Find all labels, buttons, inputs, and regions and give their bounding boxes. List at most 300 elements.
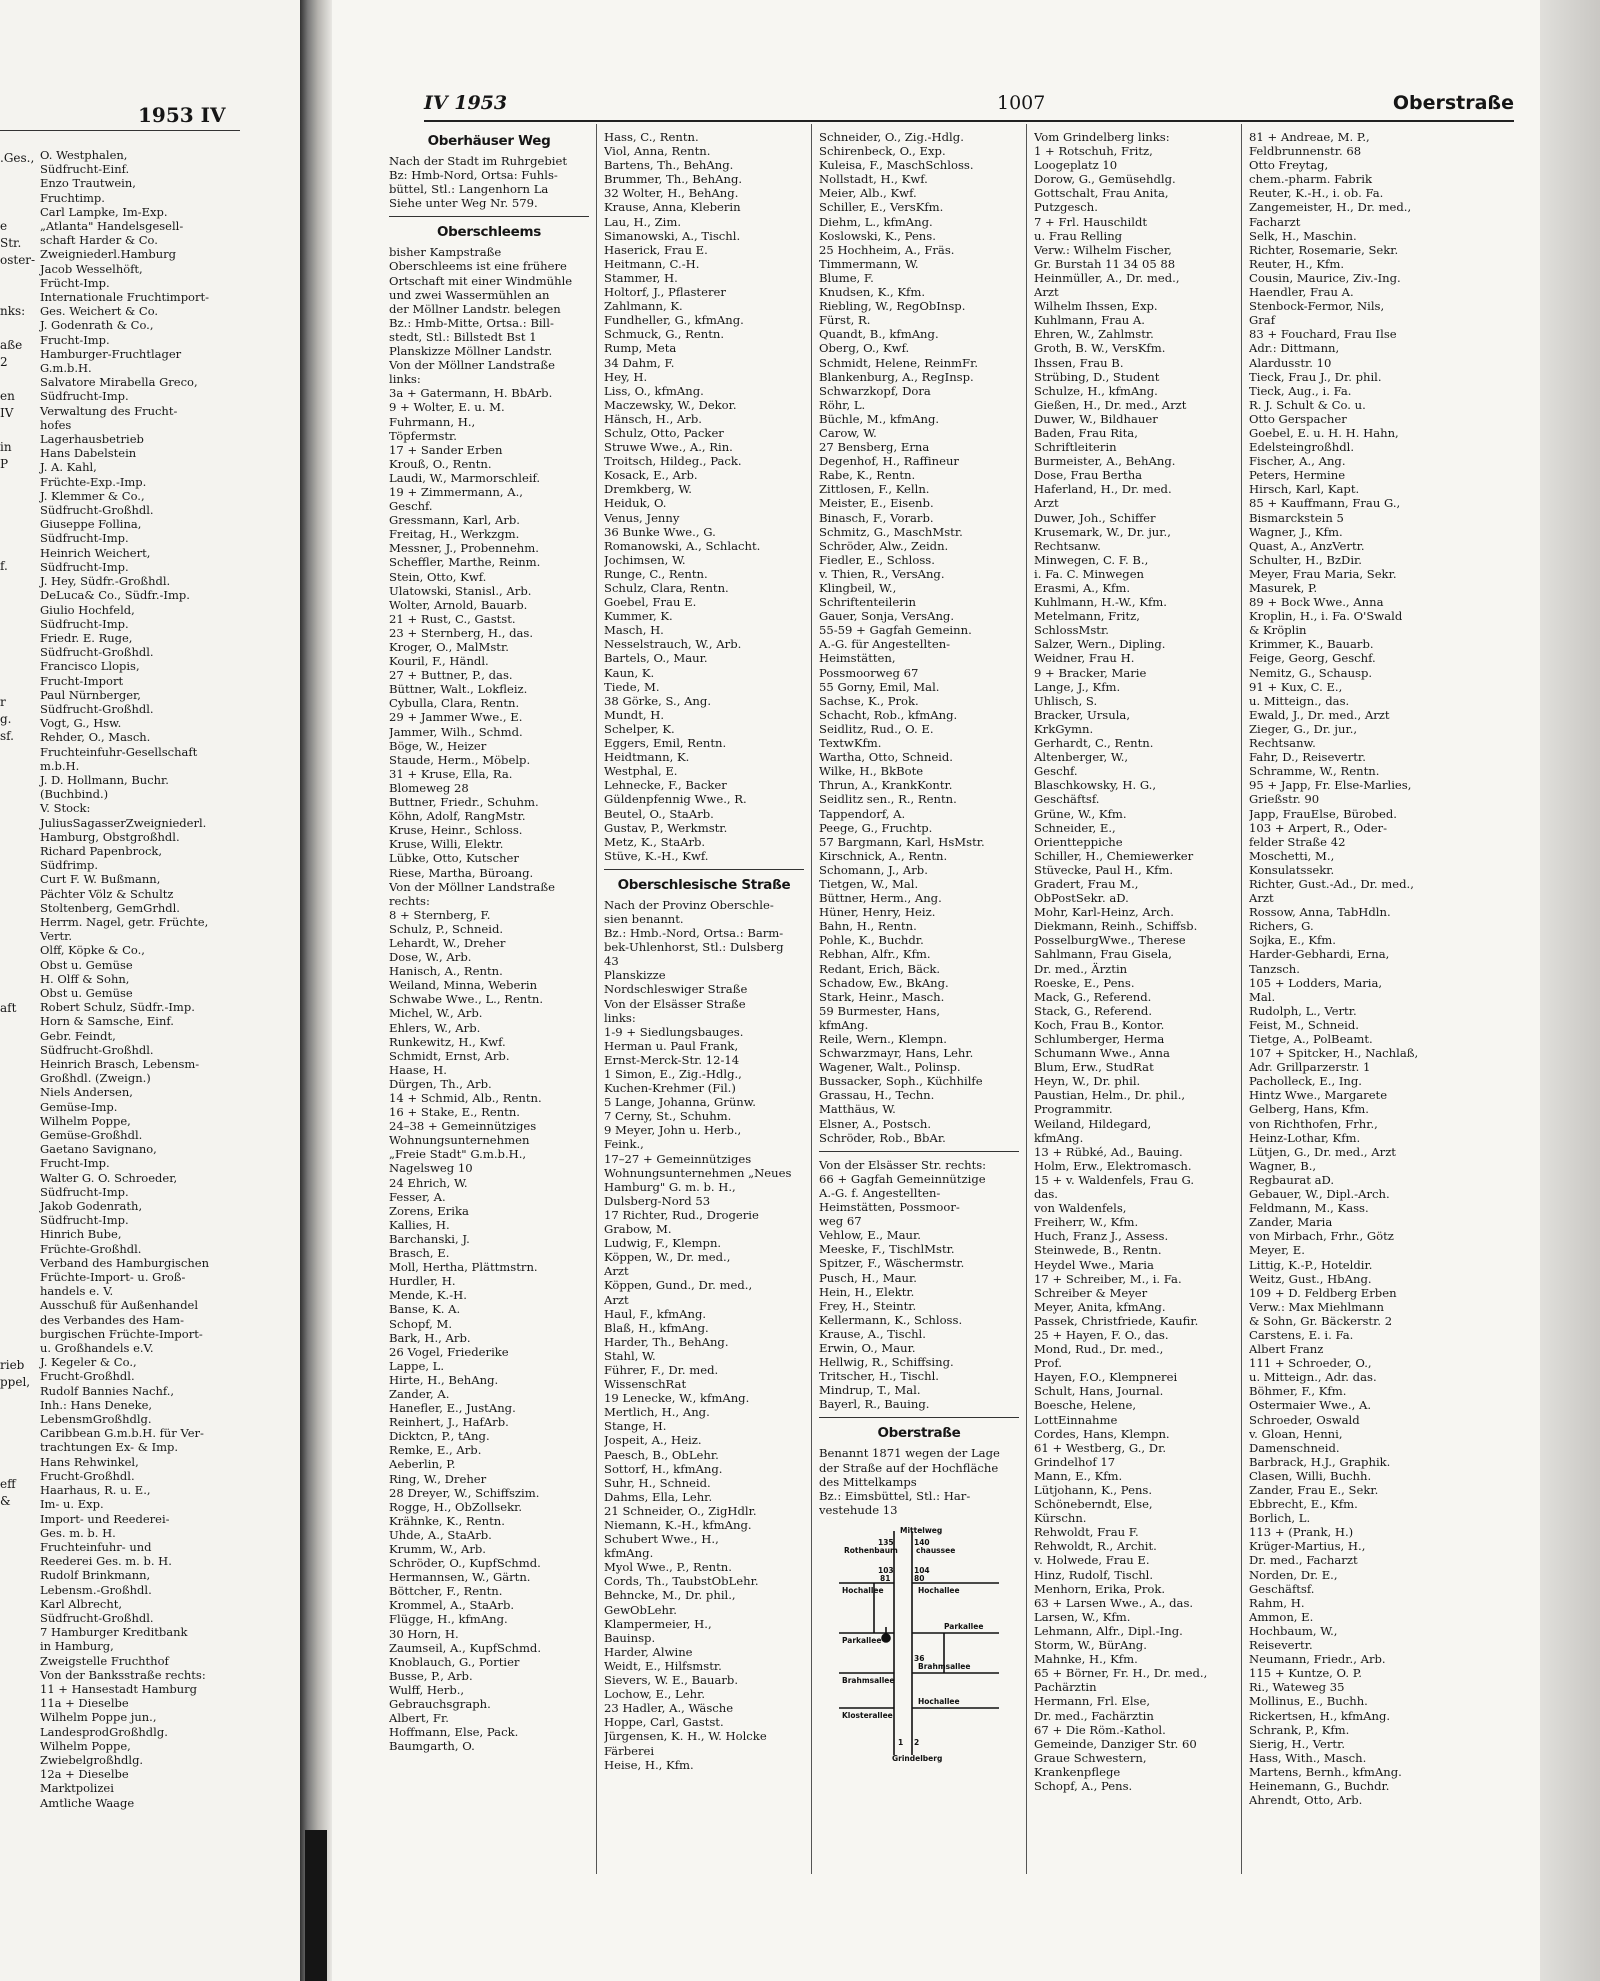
directory-entry: Larsen, W., Kfm. (1034, 1609, 1131, 1624)
directory-entry: Venus, Jenny (604, 510, 680, 525)
map-number: 135 (878, 1537, 894, 1547)
facing-page-line: Paul Nürnberger, (40, 687, 141, 702)
street-heading: Oberschlesische Straße (617, 876, 791, 893)
directory-entry: 55 Gorny, Emil, Mal. (819, 679, 940, 694)
facing-page-edge-fragments (0, 150, 36, 1508)
facing-page-line: Gemüse-Imp. (40, 1099, 118, 1114)
book-page-edge (1540, 0, 1600, 1981)
directory-entry: Harder, Alwine (604, 1644, 693, 1659)
directory-entry: kfmAng. (819, 1017, 869, 1032)
facing-page-line: Frücht-Imp. (40, 275, 110, 290)
directory-entry: Benannt 1871 wegen der Lage (819, 1446, 1000, 1461)
directory-entry: Lau, H., Zim. (604, 214, 682, 229)
directory-entry: Verw.: Max Miehlmann (1249, 1299, 1384, 1314)
directory-entry: Riebling, W., RegObInsp. (819, 299, 966, 314)
map-label: Brahmsallee (918, 1661, 971, 1671)
directory-entry: Schopf, A., Pens. (1034, 1778, 1133, 1793)
directory-entry: Schröder, O., KupfSchmd. (389, 1556, 541, 1571)
edge-fragment (0, 983, 12, 1000)
facing-page-line: Walter G. O. Schroeder, (40, 1170, 178, 1185)
directory-entry: Duwer, Joh., Schiffer (1034, 510, 1156, 525)
directory-entry: Fundheller, G., kfmAng. (604, 313, 744, 328)
directory-entry: Quandt, B., kfmAng. (819, 327, 939, 342)
directory-entry: Geschf. (389, 499, 433, 514)
facing-page-line: G.m.b.H. (40, 361, 92, 376)
header-street-name: Oberstraße (1392, 92, 1514, 114)
facing-page-line: Hamburg, Obstgroßhdl. (40, 829, 180, 844)
directory-entry: Vom Grindelberg links: (1034, 130, 1170, 144)
directory-entry: Liss, O., kfmAng. (604, 383, 704, 398)
directory-entry: Laudi, W., Marmorschleif. (389, 470, 541, 485)
edge-fragment (0, 932, 12, 949)
directory-entry: Beutel, O., StaArb. (604, 806, 714, 821)
directory-entry: Duwer, W., Bildhauer (1034, 411, 1158, 426)
directory-entry: Ehren, W., Zahlmstr. (1034, 327, 1154, 342)
facing-page-line: Gebr. Feindt, (40, 1028, 116, 1043)
facing-page-line: Hamburger-Fruchtlager (40, 346, 182, 361)
edge-fragment: g. (0, 712, 12, 726)
directory-entry: Kuchen-Krehmer (Fil.) (604, 1081, 736, 1096)
facing-page-line: Amtliche Waage (40, 1795, 135, 1810)
facing-page-line: Hinrich Bube, (40, 1227, 122, 1242)
directory-entry: Eggers, Emil, Rentn. (604, 736, 727, 751)
directory-entry: Kellermann, K., Schloss. (819, 1312, 963, 1327)
facing-page-line: Südfrucht-Imp. (40, 1184, 129, 1199)
facing-page-line: Wilhelm Poppe, (40, 1113, 131, 1128)
directory-entry: Pachärztin (1034, 1680, 1097, 1695)
map-number: 80 (914, 1573, 925, 1583)
directory-entry: Kruse, Heinr., Schloss. (389, 823, 523, 838)
directory-entry: 85 + Kauffmann, Frau G., (1249, 496, 1401, 511)
directory-entry: 32 Wolter, H., BehAng. (604, 186, 739, 201)
edge-fragment (0, 1034, 12, 1051)
directory-entry: A.-G. für Angestellten- (819, 637, 951, 652)
directory-entry: Krause, A., Tischl. (819, 1326, 926, 1341)
section-rule (819, 1417, 1019, 1418)
directory-entry: 109 + D. Feldberg Erben (1249, 1285, 1397, 1300)
directory-entry: Nagelsweg 10 (389, 1161, 473, 1176)
edge-fragment (0, 830, 12, 847)
directory-entry: Schult, Hans, Journal. (1034, 1384, 1164, 1399)
edge-fragment: aße 2 (0, 338, 23, 369)
directory-entry: Haendler, Frau A. (1249, 285, 1354, 300)
directory-entry: 8 + Sternberg, F. (389, 907, 491, 922)
directory-entry: Niemann, K.-H., kfmAng. (604, 1518, 752, 1532)
directory-entry: Mollinus, E., Buchh. (1249, 1694, 1368, 1709)
directory-entry: Böttcher, F., Rentn. (389, 1584, 503, 1599)
directory-entry: Kirschnick, A., Rentn. (819, 848, 948, 863)
directory-entry: 15 + v. Waldenfels, Frau G. (1034, 1172, 1195, 1187)
directory-entry: Reisevertr. (1249, 1638, 1313, 1653)
directory-entry: felder Straße 42 (1249, 834, 1346, 849)
directory-entry: 9 + Wolter, E. u. M. (389, 400, 505, 415)
directory-entry: Lütjohann, K., Pens. (1034, 1483, 1153, 1497)
column-divider (1241, 124, 1242, 1874)
directory-entry: Köppen, W., Dr. med., (604, 1250, 731, 1265)
directory-entry: Nemitz, G., Schausp. (1249, 665, 1373, 680)
edge-fragment (0, 541, 12, 558)
directory-entry: Elsner, A., Postsch. (819, 1116, 932, 1131)
directory-entry: Schroeder, Oswald (1249, 1412, 1360, 1427)
edge-fragment (0, 881, 12, 898)
directory-entry: 66 + Gagfah Gemeinnützige (819, 1171, 986, 1186)
directory-entry: Führer, F., Dr. med. (604, 1362, 719, 1377)
column-divider (1026, 124, 1027, 1874)
directory-entry: Hüner, Henry, Heiz. (819, 905, 936, 920)
directory-entry: Siehe unter Weg Nr. 579. (389, 196, 538, 211)
directory-entry: Gemeinde, Danziger Str. 60 (1034, 1736, 1197, 1751)
directory-entry: Zahlmann, K. (604, 299, 683, 314)
directory-entry: Kroplin, H., i. Fa. O'Swald (1249, 609, 1403, 624)
directory-entry: Schrank, P., Kfm. (1249, 1722, 1350, 1737)
map-label: Klosterallee (842, 1710, 893, 1720)
edge-fragment: ppel, (0, 1375, 31, 1389)
directory-entry: Binasch, F., Vorarb. (819, 510, 934, 525)
directory-entry: Arzt (1034, 285, 1059, 300)
directory-entry: Krimmer, K., Bauarb. (1249, 637, 1374, 652)
directory-entry: Gressmann, Karl, Arb. (389, 513, 520, 528)
directory-entry: Timmermann, W. (819, 256, 919, 271)
directory-entry: Burmeister, A., BehAng. (1034, 454, 1176, 469)
directory-entry: Grassau, H., Techn. (819, 1088, 935, 1103)
directory-entry: Freitag, H., Werkzgm. (389, 527, 520, 542)
edge-fragment (0, 1017, 12, 1034)
facing-page-line: Caribbean G.m.b.H. für Ver- (40, 1426, 204, 1441)
directory-entry: Schirenbeck, O., Exp. (819, 144, 946, 159)
directory-entry: 7 Cerny, St., Schuhm. (604, 1109, 732, 1124)
directory-entry: & Sohn, Gr. Bäckerstr. 2 (1249, 1313, 1393, 1328)
edge-fragment (0, 779, 12, 796)
directory-entry: Ebbrecht, E., Kfm. (1249, 1497, 1358, 1512)
facing-page-line: Zweigstelle Fruchthof (40, 1653, 169, 1668)
directory-entry: Sojka, E., Kfm. (1249, 933, 1336, 948)
facing-page-line: LebensmGroßhdlg. (40, 1412, 152, 1427)
facing-page-line: 12a + Dieselbe (40, 1767, 129, 1782)
directory-entry: Zieger, G., Dr. jur., (1249, 721, 1358, 736)
edge-fragment (0, 1136, 12, 1153)
directory-entry: KrkGymn. (1034, 721, 1094, 736)
edge-fragment: in (0, 440, 12, 454)
directory-entry: GewObLehr. (604, 1602, 677, 1617)
directory-entry: 91 + Kux, C. E., (1249, 679, 1343, 694)
directory-entry: Holtorf, J., Pflasterer (604, 285, 726, 300)
map-number: 104 (914, 1565, 930, 1575)
directory-entry: Dürgen, Th., Arb. (389, 1076, 492, 1091)
column-divider (596, 124, 597, 1874)
directory-entry: Jürgensen, K. H., W. Holcke (604, 1729, 767, 1744)
directory-entry: Metz, K., StaArb. (604, 834, 706, 849)
directory-entry: Klampermeier, H., (604, 1616, 712, 1631)
directory-entry: Krüger-Martius, H., (1249, 1539, 1366, 1554)
directory-entry: Kürschn. (1034, 1511, 1087, 1526)
directory-entry: Regbaurat aD. (1249, 1172, 1335, 1187)
directory-entry: 28 Dreyer, W., Schiffszim. (389, 1485, 540, 1500)
column-1 (389, 130, 589, 1753)
facing-page-line: Jacob Wesselhöft, (40, 261, 143, 276)
facing-page-line: Marktpolizei (40, 1781, 114, 1796)
edge-fragment (0, 643, 12, 660)
directory-entry: Bismarckstein 5 (1249, 510, 1344, 525)
edge-fragment: f. (0, 559, 8, 573)
facing-page-line: J. Kegeler & Co., (40, 1355, 137, 1370)
edge-fragment (0, 1119, 12, 1136)
edge-fragment: en (0, 389, 15, 403)
directory-entry: Prof. (1034, 1356, 1062, 1371)
directory-entry: Mack, G., Referend. (1034, 989, 1152, 1004)
directory-entry: v. Gloan, Henni, (1249, 1426, 1343, 1441)
directory-entry: Schiller, E., VersKfm. (819, 200, 944, 215)
directory-entry: Feldbrunnenstr. 68 (1249, 144, 1362, 159)
directory-entry: PosselburgWwe., Therese (1034, 933, 1186, 948)
directory-entry: Wilke, H., BkBote (819, 764, 924, 779)
edge-fragment (0, 507, 12, 524)
directory-entry: Passek, Christfriede, Kaufir. (1034, 1313, 1199, 1328)
directory-entry: Cousin, Maurice, Ziv.-Ing. (1249, 270, 1401, 285)
edge-fragment (0, 320, 12, 337)
directory-entry: Schadow, Ew., BkAng. (819, 975, 949, 990)
directory-entry: Cordes, Hans, Klempn. (1034, 1426, 1170, 1441)
edge-fragment (0, 915, 12, 932)
facing-page-line: Südfrucht-Einf. (40, 162, 130, 177)
directory-entry: Schulter, H., BzDir. (1249, 552, 1362, 567)
directory-entry: Hayen, F.O., Klempnerei (1034, 1370, 1178, 1385)
edge-fragment (0, 1170, 12, 1187)
directory-entry: Michel, W., Arb. (389, 1006, 483, 1021)
directory-entry: Blomeweg 28 (389, 780, 469, 795)
directory-entry: Selk, H., Maschin. (1249, 228, 1357, 243)
directory-entry: Zangemeister, H., Dr. med., (1249, 200, 1412, 215)
directory-entry: Schwarzmayr, Hans, Lehr. (819, 1046, 974, 1061)
facing-page-line: Import- und Reederei- (40, 1511, 170, 1526)
directory-entry: Bracker, Ursula, (1034, 707, 1131, 722)
directory-entry: weg 67 (819, 1214, 862, 1229)
facing-page-line: Jakob Godenrath, (40, 1199, 143, 1214)
directory-entry: Schumann Wwe., Anna (1034, 1046, 1170, 1061)
directory-entry: Krause, Anna, Kleberin (604, 200, 741, 215)
directory-entry: chem.-pharm. Fabrik (1249, 172, 1372, 187)
directory-entry: Myol Wwe., P., Rentn. (604, 1560, 732, 1575)
directory-entry: 3a + Gatermann, H. BbArb. (389, 386, 553, 401)
directory-entry: Büttner, Herm., Ang. (819, 891, 942, 906)
directory-entry: Färberei (604, 1743, 655, 1758)
directory-entry: Jospeit, A., Heiz. (604, 1433, 702, 1448)
directory-entry: Mende, K.-H. (389, 1288, 467, 1303)
directory-entry: Kuleisa, F., MaschSchloss. (819, 158, 974, 173)
directory-entry: der Straße auf der Hochfläche (819, 1460, 999, 1475)
directory-entry: Kuhlmann, Frau A. (1034, 313, 1145, 328)
directory-entry: Verw.: Wilhelm Fischer, (1034, 242, 1172, 257)
directory-entry: Baumgarth, O. (389, 1739, 475, 1754)
directory-entry: Böhmer, F., Kfm. (1249, 1384, 1347, 1399)
directory-entry: Storm, W., BürAng. (1034, 1638, 1147, 1653)
directory-entry: Schriftleiterin (1034, 440, 1117, 455)
directory-entry: Albert, Fr. (389, 1711, 449, 1726)
edge-fragment (0, 1442, 12, 1459)
map-number: 140 (914, 1537, 930, 1547)
directory-entry: u. Mitteign., das. (1249, 693, 1350, 708)
directory-entry: Huch, Franz J., Assess. (1034, 1229, 1169, 1244)
directory-entry: Krankenpflege (1034, 1764, 1121, 1779)
directory-entry: Mond, Rud., Dr. med., (1034, 1342, 1164, 1357)
directory-entry: Lehardt, W., Dreher (389, 935, 506, 950)
map-label: Hochallee (842, 1585, 884, 1595)
directory-entry: Krusemark, W., Dr. jur., (1034, 524, 1171, 539)
directory-entry: Dose, W., Arb. (389, 950, 472, 965)
facing-page-line: Großhdl. (Zweign.) (40, 1071, 151, 1086)
directory-entry: Fürst, R. (819, 313, 871, 328)
edge-fragment (0, 269, 12, 286)
facing-page-line: Wilhelm Poppe jun., (40, 1710, 157, 1725)
facing-page-line: Wilhelm Poppe, (40, 1738, 131, 1753)
directory-entry: Sierig, H., Vertr. (1249, 1736, 1346, 1751)
facing-page-line: Hans Dabelstein (40, 446, 137, 461)
directory-entry: Ri., Wateweg 35 (1249, 1680, 1345, 1695)
directory-entry: Norden, Dr. E., (1249, 1567, 1338, 1582)
directory-entry: Zaumseil, A., KupfSchmd. (389, 1640, 542, 1655)
directory-entry: Staude, Herm., Möbelp. (389, 752, 531, 767)
directory-entry: Littig, K.-P., Hoteldir. (1249, 1257, 1373, 1272)
facing-page-line: Von der Banksstraße rechts: (40, 1667, 206, 1682)
directory-entry: Mann, E., Kfm. (1034, 1468, 1123, 1483)
edge-fragment: eff & (0, 1477, 16, 1508)
facing-page-line: Südfrucht-Imp. (40, 531, 129, 546)
facing-page-line: burgischen Früchte-Import- (40, 1326, 203, 1341)
facing-page-line: Südfrucht-Imp. (40, 1213, 129, 1228)
facing-page-line: 11 + Hansestadt Hamburg (40, 1681, 198, 1696)
directory-entry: 105 + Lodders, Maria, (1249, 975, 1383, 990)
directory-entry: Salzer, Wern., Dipling. (1034, 637, 1166, 652)
edge-fragment (0, 898, 12, 915)
directory-entry: 27 Bensberg, Erna (819, 440, 930, 455)
directory-entry: i. Fa. C. Minwegen (1034, 566, 1145, 581)
directory-entry: Freiherr, W., Kfm. (1034, 1215, 1139, 1230)
directory-entry: Bark, H., Arb. (389, 1330, 471, 1345)
edge-fragment (0, 371, 12, 388)
directory-entry: Fiedler, E., Schloss. (819, 552, 935, 567)
directory-entry: 83 + Fouchard, Frau Ilse (1249, 327, 1397, 342)
facing-page-line: Olff, Köpke & Co., (40, 943, 145, 958)
directory-entry: vestehude 13 (819, 1502, 898, 1517)
facing-page-line: Robert Schulz, Südfr.-Imp. (40, 1000, 195, 1015)
directory-entry: Rahm, H. (1249, 1595, 1305, 1610)
facing-page-line: Südfrucht-Großhdl. (40, 503, 154, 518)
facing-page-line: Hans Rehwinkel, (40, 1454, 139, 1469)
facing-page-line: Zwiebelgroßhdlg. (40, 1752, 144, 1767)
directory-entry: Bartels, O., Maur. (604, 651, 708, 666)
directory-entry: Feige, Georg, Geschf. (1249, 651, 1376, 666)
directory-entry: Uhlisch, S. (1034, 693, 1098, 708)
directory-entry: 95 + Japp, Fr. Else-Marlies, (1249, 778, 1412, 793)
directory-entry: 34 Dahm, F. (604, 355, 675, 370)
directory-entry: Kruse, Willi, Elektr. (389, 837, 504, 852)
facing-page-line: J. Godenrath & Co., (40, 318, 154, 333)
facing-page-line: Herrm. Nagel, getr. Früchte, (40, 914, 209, 929)
directory-entry: Meyer, E. (1249, 1243, 1305, 1258)
directory-entry: 17 Richter, Rud., Drogerie (604, 1207, 759, 1222)
edge-fragment (0, 1221, 12, 1238)
directory-entry: Buttner, Friedr., Schuhm. (389, 795, 539, 810)
directory-entry: Graf (1249, 313, 1276, 328)
directory-entry: Heimstätten, (819, 651, 896, 666)
directory-entry: Geschf. (1034, 764, 1078, 779)
directory-entry: 30 Horn, H. (389, 1626, 459, 1641)
directory-entry: Barchanski, J. (389, 1231, 470, 1246)
facing-page-line: J. Hey, Südfr.-Großhdl. (40, 574, 171, 589)
directory-entry: Schwarzkopf, Dora (819, 383, 931, 398)
directory-entry: Orientteppiche (1034, 834, 1123, 849)
directory-entry: Schriftenteilerin (819, 595, 916, 610)
directory-entry: Reuter, H., Kfm. (1249, 256, 1345, 271)
directory-entry: Konsulatssekr. (1249, 862, 1335, 877)
directory-entry: Krouß, O., Rentn. (389, 456, 492, 471)
street-heading: Oberschleems (436, 224, 542, 241)
edge-fragment (0, 966, 12, 983)
directory-entry: Heiduk, O. (604, 496, 667, 511)
directory-entry: Stange, H. (604, 1419, 667, 1434)
directory-entry: Oberschleems ist eine frühere (389, 259, 567, 274)
directory-entry: 1 Simon, E., Zig.-Hdlg., (604, 1067, 742, 1081)
edge-fragment: oster- (0, 253, 36, 267)
directory-entry: Bz: Hmb-Nord, Ortsa: Fuhls- (389, 168, 558, 183)
directory-entry: Richter, Gust.-Ad., Dr. med., (1249, 876, 1414, 891)
directory-entry: Minwegen, C. F. B., (1034, 552, 1149, 567)
directory-entry: Runkewitz, H., Kwf. (389, 1034, 506, 1049)
map-label: Parkallee (842, 1635, 882, 1645)
facing-page-line: Fruchtimp. (40, 190, 105, 205)
directory-entry: v. Thien, R., VersAng. (819, 566, 945, 581)
directory-entry: Wohnungsunternehmen „Neues (604, 1165, 792, 1180)
facing-page-line: DeLuca& Co., Südfr.-Imp. (40, 588, 190, 603)
directory-entry: Paustian, Helm., Dr. phil., (1034, 1088, 1186, 1103)
edge-fragment: IV (0, 406, 14, 420)
directory-entry: Hirsch, Karl, Kapt. (1249, 482, 1360, 497)
directory-entry: Blankenburg, A., RegInsp. (819, 369, 974, 384)
directory-entry: Quast, A., AnzVertr. (1249, 538, 1365, 553)
edge-fragment (0, 1425, 12, 1442)
directory-entry: und zwei Wassermühlen an (389, 287, 550, 302)
directory-entry: Weiland, Minna, Weberin (389, 978, 538, 993)
column-4 (1034, 130, 1234, 1793)
directory-entry: Kroger, O., MalMstr. (389, 640, 509, 654)
directory-entry: Kosack, E., Arb. (604, 468, 698, 483)
directory-entry: Gerhardt, C., Rentn. (1034, 736, 1154, 751)
facing-page-line: Stoltenberg, GemGrhdl. (40, 900, 180, 915)
facing-page-line: Karl Albrecht, (40, 1596, 123, 1611)
directory-entry: 24–38 + Gemeinnütziges (389, 1119, 537, 1134)
directory-entry: Brummer, Th., BehAng. (604, 172, 743, 187)
directory-entry: Hoffmann, Else, Pack. (389, 1725, 519, 1740)
directory-entry: sien benannt. (604, 911, 684, 926)
directory-entry: Rogge, H., ObZollsekr. (389, 1499, 523, 1514)
directory-entry: Loogeplatz 10 (1034, 158, 1118, 173)
directory-entry: Schwabe Wwe., L., Rentn. (389, 992, 544, 1007)
map-label: chaussee (916, 1545, 956, 1555)
directory-entry: Hochbaum, W., (1249, 1623, 1338, 1638)
edge-fragment (0, 473, 12, 490)
directory-entry: Ortschaft mit einer Windmühle (389, 273, 573, 288)
directory-entry: Otto Freytag, (1249, 158, 1329, 173)
facing-page-line: Frucht-Großhdl. (40, 1369, 135, 1384)
directory-entry: Messner, J., Probennehm. (389, 541, 539, 556)
directory-entry: Planskizze (604, 968, 666, 983)
edge-fragment: nks: (0, 304, 26, 318)
directory-entry: Schneider, O., Zig.-Hdlg. (819, 130, 964, 144)
directory-entry: 113 + (Prank, H.) (1249, 1525, 1354, 1540)
directory-entry: Goebel, Frau E. (604, 595, 697, 610)
directory-entry: Arzt (604, 1264, 629, 1279)
directory-entry: Koch, Frau B., Kontor. (1034, 1017, 1165, 1032)
directory-entry: 55-59 + Gagfah Gemeinn. (819, 623, 972, 638)
